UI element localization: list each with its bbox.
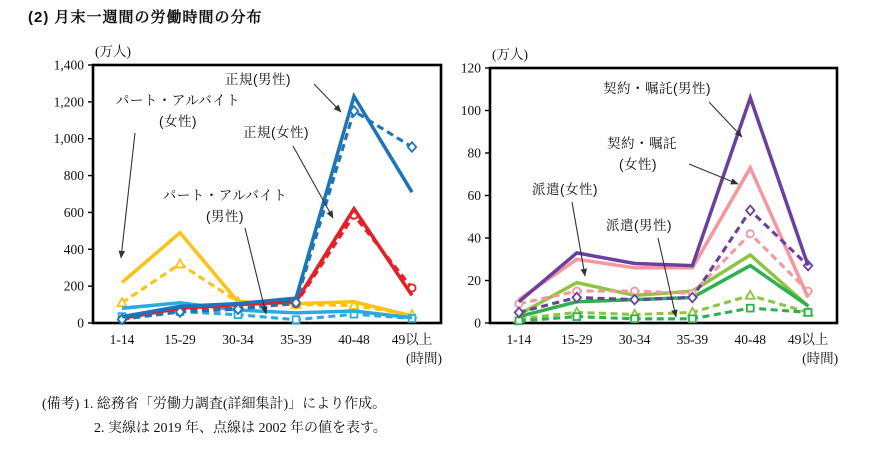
note-line-1: (備考) 1. 総務省「労働力調査(詳細集計)」により作成。 (42, 397, 387, 412)
square-marker (631, 315, 638, 322)
circle-marker (747, 230, 754, 237)
square-marker (747, 305, 754, 312)
square-marker (805, 309, 812, 316)
annotation-arrow (293, 146, 333, 218)
series-annotation-label: 正規(男性) (225, 72, 291, 87)
y-tick-label: 1,000 (53, 131, 84, 147)
y-tick-label: 60 (467, 188, 481, 203)
y-unit-label: (万人) (492, 47, 528, 62)
y-tick-label: 0 (77, 315, 84, 331)
x-tick-label: 15-29 (561, 332, 593, 347)
annotation-arrow (709, 102, 742, 137)
diamond-marker (746, 206, 754, 216)
series-annotation-label: 契約・嘱託(男性) (603, 81, 711, 96)
y-unit-label: (万人) (95, 44, 131, 59)
series-annotation-label: パート・アルバイト (115, 93, 241, 108)
y-tick-label: 100 (460, 103, 481, 118)
x-unit-label: (時間) (406, 351, 442, 366)
y-tick-label: 80 (467, 145, 481, 161)
x-tick-label: 35-39 (676, 332, 709, 347)
square-marker (689, 315, 696, 322)
triangle-marker (746, 291, 755, 299)
series-annotation-label: 契約・嘱託 (607, 136, 677, 151)
x-tick-label: 30-34 (222, 332, 254, 347)
note-line-2: 2. 実線は 2019 年、点線は 2002 年の値を表す。 (94, 421, 387, 436)
y-tick-label: 0 (474, 315, 481, 331)
x-unit-label: (時間) (802, 351, 839, 366)
annotation-arrow (572, 202, 585, 276)
triangle-marker (176, 259, 185, 267)
x-tick-label: 40-48 (338, 332, 370, 347)
square-marker (293, 316, 300, 323)
annotation-arrow (689, 164, 738, 184)
annotation-arrow (658, 238, 676, 317)
y-tick-label: 200 (63, 278, 84, 294)
right-line-chart (455, 36, 870, 386)
y-tick-label: 400 (63, 241, 84, 257)
x-tick-label: 40-48 (734, 332, 766, 347)
series-annotation-label: (女性) (159, 114, 197, 129)
x-tick-label: 49以上 (787, 332, 829, 347)
series-annotation-label: パート・アルバイト (162, 188, 288, 203)
series-annotation-label: 正規(女性) (243, 125, 309, 140)
annotation-arrow (121, 133, 135, 258)
x-tick-label: 49以上 (391, 332, 433, 347)
y-tick-label: 20 (467, 273, 481, 288)
y-tick-label: 1,400 (53, 57, 84, 73)
x-tick-label: 1-14 (506, 332, 532, 347)
series-line (122, 111, 412, 319)
series-annotation-label: (女性) (619, 157, 657, 172)
y-tick-label: 120 (460, 60, 481, 76)
x-tick-label: 35-39 (280, 332, 312, 347)
y-tick-label: 800 (63, 168, 84, 184)
figure-title: (2) 月末一週間の労働時間の分布 (28, 9, 263, 26)
series-annotation-label: (男性) (206, 209, 244, 224)
square-marker (573, 313, 580, 320)
y-tick-label: 40 (467, 230, 481, 246)
series-annotation-label: 派遣(男性) (606, 218, 672, 233)
y-tick-label: 600 (63, 204, 84, 220)
figure-notes (42, 393, 387, 441)
left-line-chart (18, 36, 448, 386)
x-tick-label: 1-14 (109, 332, 135, 347)
series-annotation-label: 派遣(女性) (532, 182, 598, 197)
x-tick-label: 15-29 (164, 332, 196, 347)
y-tick-label: 1,200 (53, 94, 84, 110)
annotation-arrow (314, 84, 341, 112)
x-tick-label: 30-34 (618, 332, 651, 347)
